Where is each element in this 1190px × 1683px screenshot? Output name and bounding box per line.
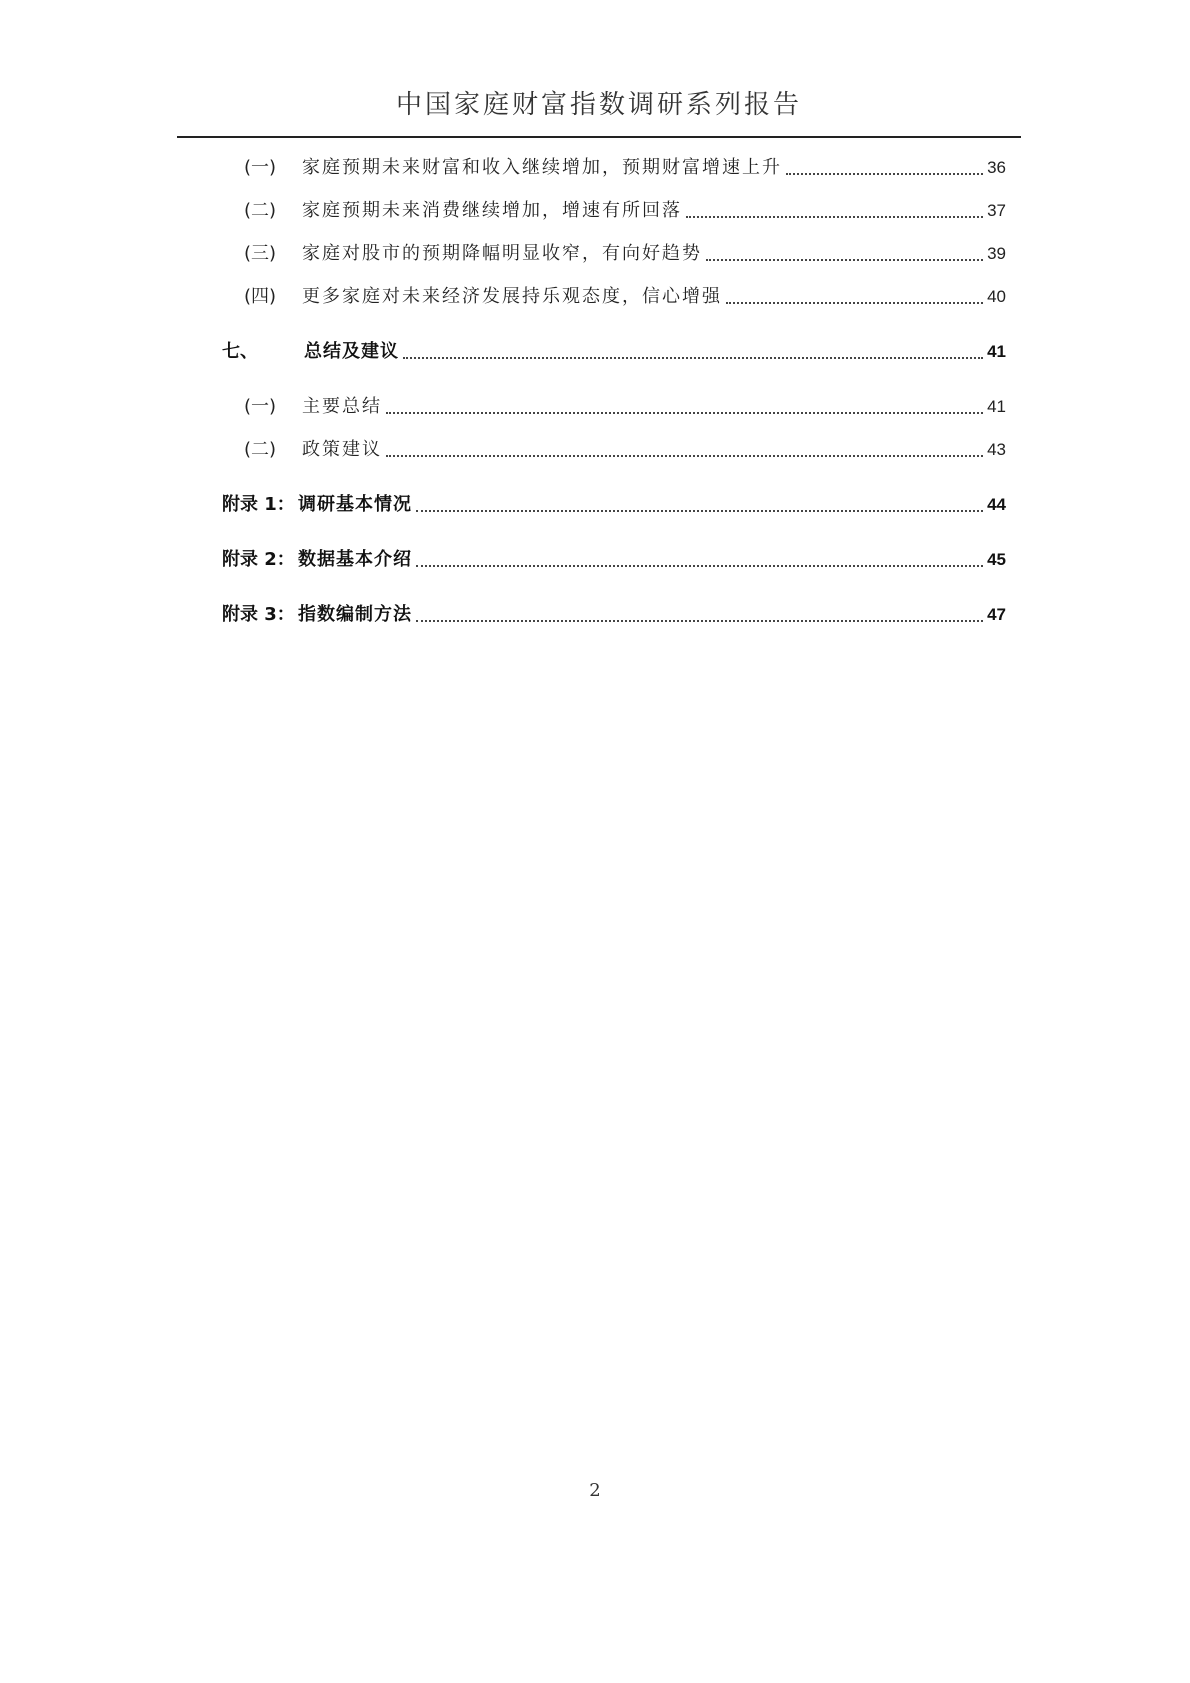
toc-leader-dots [403,357,983,359]
toc-entry-title: 主要总结 [302,396,382,417]
toc-entry[interactable] [0,153,1190,183]
header-divider [177,136,1021,138]
toc-entry-title: 政策建议 [302,439,382,460]
toc-entry-page: 45 [987,550,1006,569]
toc-entry-number: (一) [244,396,277,417]
toc-entry-number: (一) [244,157,277,178]
toc-leader-dots [786,173,983,175]
toc-entry-number: 附录 3： [222,604,295,625]
toc-entry-page: 37 [987,201,1006,220]
toc-entry[interactable] [0,600,1190,630]
toc-entry[interactable] [0,196,1190,226]
toc-entry-title: 家庭预期未来消费继续增加，增速有所回落 [302,200,682,221]
toc-entry-number: 附录 1： [222,494,295,515]
report-header-title: 中国家庭财富指数调研系列报告 [395,90,802,120]
toc-entry-page: 44 [987,495,1006,514]
toc-entry-title: 更多家庭对未来经济发展持乐观态度，信心增强 [302,286,722,307]
toc-leader-dots [416,565,983,567]
toc-entry-page: 36 [987,158,1006,177]
page-number: 2 [589,1480,601,1501]
toc-leader-dots [386,455,983,457]
toc-entry[interactable] [0,239,1190,269]
toc-entry-number: 附录 2： [222,549,295,570]
toc-entry-title: 家庭预期未来财富和收入继续增加，预期财富增速上升 [302,157,782,178]
toc-entry-page: 41 [987,397,1006,416]
toc-entry-number: (三) [244,243,277,264]
toc-leader-dots [686,216,983,218]
toc-entry[interactable] [0,490,1190,520]
toc-entry[interactable] [0,435,1190,465]
toc-entry[interactable] [0,337,1190,367]
toc-entry-page: 40 [987,287,1006,306]
toc-leader-dots [416,620,983,622]
toc-entry-number: (四) [244,286,277,307]
toc-entry-page: 43 [987,440,1006,459]
toc-leader-dots [706,259,983,261]
toc-entry-title: 指数编制方法 [298,604,412,625]
toc-entry-page: 39 [987,244,1006,263]
toc-entry-page: 47 [987,605,1006,624]
toc-entry-number: 七、 [222,341,258,362]
toc-entry-title: 家庭对股市的预期降幅明显收窄，有向好趋势 [302,243,702,264]
toc-entry[interactable] [0,282,1190,312]
toc-leader-dots [416,510,983,512]
toc-leader-dots [726,302,983,304]
toc-entry[interactable] [0,392,1190,422]
toc-entry-number: (二) [244,439,277,460]
toc-entry-title: 数据基本介绍 [298,549,412,570]
toc-entry[interactable] [0,545,1190,575]
toc-entry-title: 总结及建议 [304,341,399,362]
toc-entry-number: (二) [244,200,277,221]
toc-entry-page: 41 [987,342,1006,361]
toc-entry-title: 调研基本情况 [298,494,412,515]
toc-leader-dots [386,412,983,414]
